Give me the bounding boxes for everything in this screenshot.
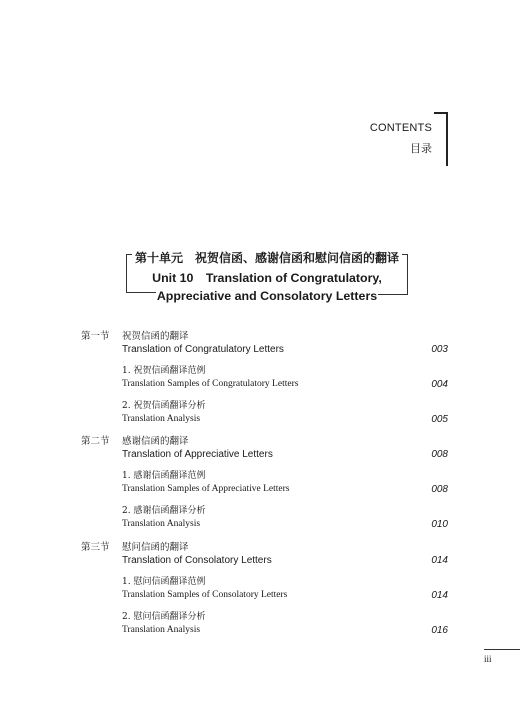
subsection-title-en: Translation Analysis	[122, 414, 201, 424]
subsection-title-en: Translation Samples of Congratulatory Letters	[122, 379, 299, 389]
subsection-title-cn: 1. 慰问信函翻译范例	[122, 577, 206, 587]
subsection-title-en: Translation Analysis	[122, 519, 201, 529]
contents-title-cn: 目录	[410, 142, 432, 155]
page-number: 005	[431, 414, 448, 425]
page-number: 003	[431, 344, 448, 355]
section-title-en: Translation of Appreciative Letters	[122, 449, 273, 460]
subsection-title-en: Translation Samples of Consolatory Letters	[122, 590, 288, 600]
section-title-en: Translation of Consolatory Letters	[122, 555, 272, 566]
unit-title-cn: 第十单元 祝贺信函、感谢信函和慰问信函的翻译	[134, 251, 399, 265]
section-title-en: Translation of Congratulatory Letters	[122, 344, 284, 355]
page-number: 008	[431, 449, 448, 460]
section-title-cn: 慰问信函的翻译	[122, 542, 189, 553]
unit-title-box	[126, 244, 408, 303]
subsection-title-cn: 1. 祝贺信函翻译范例	[122, 366, 206, 376]
subsection-title-en: Translation Samples of Appreciative Letters	[122, 484, 290, 494]
unit-title-en-line1: Unit 10 Translation of Congratulatory,	[152, 271, 382, 285]
contents-title-en: CONTENTS	[369, 122, 432, 134]
section-title-cn: 祝贺信函的翻译	[122, 331, 189, 342]
subsection-title-cn: 2. 感谢信函翻译分析	[122, 506, 206, 516]
section-title-cn: 感谢信函的翻译	[122, 436, 189, 447]
section-label: 第三节	[81, 542, 110, 553]
page-number: 016	[431, 625, 448, 636]
unit-title-en-line2: Appreciative and Consolatory Letters	[156, 289, 378, 303]
section-label: 第一节	[81, 331, 110, 342]
page-number: 014	[431, 590, 448, 601]
subsection-title-en: Translation Analysis	[122, 625, 201, 635]
subsection-title-cn: 2. 慰问信函翻译分析	[122, 612, 206, 622]
folio-page-number: iii	[484, 654, 492, 664]
page-number: 014	[431, 555, 448, 566]
contents-header	[368, 112, 448, 166]
subsection-title-cn: 1. 感谢信函翻译范例	[122, 471, 206, 481]
section-label: 第二节	[81, 436, 110, 447]
subsection-title-cn: 2. 祝贺信函翻译分析	[122, 401, 206, 411]
footer-rule	[484, 649, 520, 650]
contents-bracket	[434, 112, 448, 166]
page-number: 010	[431, 519, 448, 530]
page-number: 004	[431, 379, 448, 390]
page-number: 008	[431, 484, 448, 495]
